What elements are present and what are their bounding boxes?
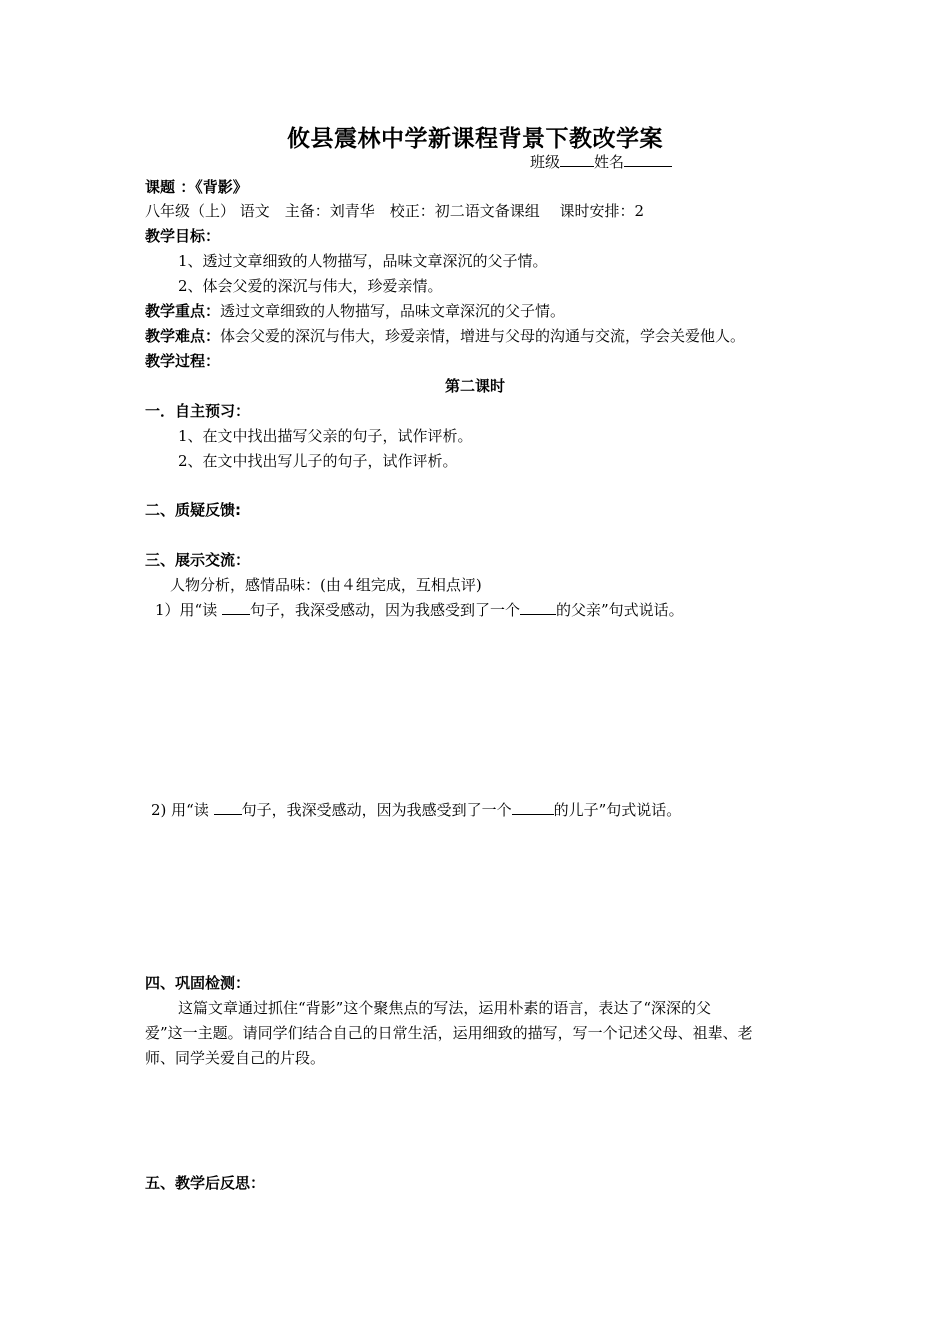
focus-line [145,301,565,321]
name-label: 姓名 [594,153,625,171]
goals-label: 教学目标： [145,227,221,245]
preview-item: 1、在文中找出描写父亲的句子，试作评析。 [178,427,473,445]
section-3-heading: 三、展示交流： [145,551,251,569]
question-2-middle: 句子，我深受感动，因为我感受到了一个 [241,801,512,819]
name-blank[interactable] [624,152,672,167]
class-label: 班级 [530,153,561,171]
preview-item: 2、在文中找出写儿子的句子，试作评析。 [178,452,458,470]
question-1-prefix: 1）用“读 [155,601,222,619]
difficulty-line [145,326,745,346]
exercise-line: 爱”这一主题。请同学们结合自己的日常生活，运用细致的描写，写一个记述父母、祖辈、老 [145,1024,753,1042]
goal-item: 2、体会父爱的深沉与伟大，珍爱亲情。 [178,277,443,295]
focus-label: 教学重点： [145,302,221,320]
difficulty-label: 教学难点： [145,327,221,345]
question-1-blank-2[interactable] [520,600,556,615]
question-2-blank-2[interactable] [512,800,554,815]
exercise-line: 这篇文章通过抓住“背影”这个聚焦点的写法，运用朴素的语言，表达了“深深的父 [178,999,712,1017]
question-1-suffix: 的父亲”句式说话。 [556,601,684,619]
topic-value: 《背影》 [195,178,248,196]
section-5-heading: 五、教学后反思： [145,1174,266,1192]
section-4-heading: 四、巩固检测： [145,974,251,992]
question-1 [155,600,684,620]
question-2-suffix: 的儿子”句式说话。 [553,801,682,819]
difficulty-text: 体会父爱的深沉与伟大，珍爱亲情，增进与父母的沟通与交流，学会关爱他人。 [220,327,746,345]
question-2 [151,800,681,820]
analysis-intro: 人物分析，感情品味：(由４组完成，互相点评) [170,576,482,594]
question-2-prefix: 2) 用“读 [151,801,214,819]
question-1-middle: 句子，我深受感动，因为我感受到了一个 [249,601,520,619]
exercise-line: 师、同学关爱自己的片段。 [145,1049,326,1067]
question-2-blank-1[interactable] [214,800,242,815]
question-1-blank-1[interactable] [222,600,250,615]
goal-item: 1、透过文章细致的人物描写，品味文章深沉的父子情。 [178,252,548,270]
focus-text: 透过文章细致的人物描写，品味文章深沉的父子情。 [220,302,566,320]
class-blank[interactable] [560,152,594,167]
class-name-line [530,152,672,172]
lesson-info: 八年级（上） 语文 主备：刘青华 校正：初二语文备课组 课时安排：2 [145,202,645,220]
page-title: 攸县震林中学新课程背景下教改学案 [287,126,663,152]
topic-label: 课题 ： [145,178,196,196]
section-2-heading: 二、质疑反馈: [145,501,241,519]
section-1-heading: 一．自主预习： [145,402,251,420]
process-label: 教学过程： [145,352,221,370]
session-label: 第二课时 [444,377,505,395]
topic-line [145,177,248,197]
